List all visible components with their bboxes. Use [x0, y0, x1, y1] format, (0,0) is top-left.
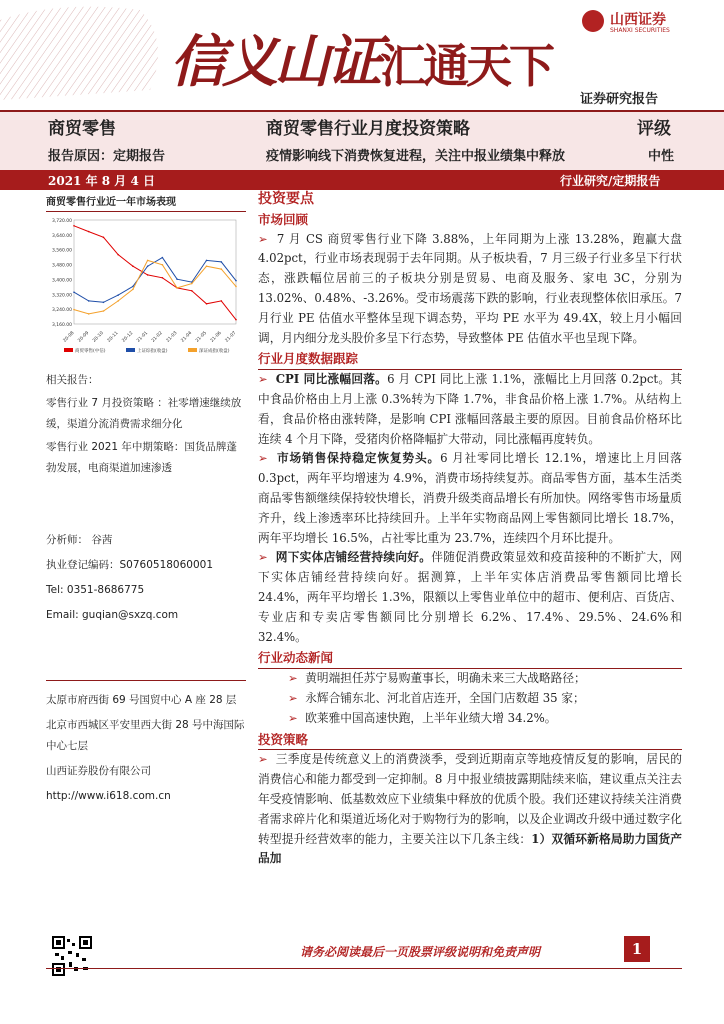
section-heading-invest: 投资要点 — [258, 191, 314, 207]
company-name: 山西证券股份有限公司 — [46, 765, 151, 777]
data-point — [73, 225, 75, 227]
section-heading-review: 市场回顾 — [258, 211, 309, 227]
company-website[interactable]: http://www.i618.com.cn — [46, 790, 171, 802]
arrow-bullet-icon: ➢ — [258, 451, 277, 466]
cpi-paragraph: ➢ CPI 同比涨幅回落。6 月 CPI 同比上涨 1.1%，涨幅比上月回落 0.2pct。其中食品价格由上月上涨 0.3%转为下降 1.7%，非食品价格上涨 1.7%。从结构上看，食品价格由涨转降，是影响 CPI 涨幅回落最主要的原因。目前食品价格环比连续 4 个月下降，受猪肉价格降幅扩大带动，同比涨幅再度转负。 — [258, 372, 682, 446]
address-beijing: 北京市西城区平安里西大街 28 号中海国际中心七层 — [46, 719, 245, 752]
series-line — [74, 260, 236, 314]
chart-title: 商贸零售行业近一年市场表现 — [46, 193, 246, 212]
list-item: ➢ 黄明端担任苏宁易购董事长，明确未来三大战略路径； — [288, 671, 586, 686]
y-tick-label: 3,320.00 — [51, 293, 72, 299]
data-point — [206, 303, 208, 305]
series-line — [74, 226, 236, 320]
related-report-2[interactable]: 零售行业 2021 年中期策略：国货品牌蓬勃发展，电商渠道加速渗透 — [46, 441, 237, 474]
data-point — [88, 313, 90, 315]
data-point — [235, 286, 237, 288]
analyst-name: 分析师： 谷茜 — [46, 534, 113, 546]
x-tick-label: 20-09 — [77, 330, 91, 344]
slogan-left: 信义山证 — [170, 29, 378, 95]
data-point — [117, 300, 119, 302]
data-point — [162, 257, 164, 259]
rating-value: 中性 — [648, 149, 675, 164]
x-tick-label: 20-10 — [92, 330, 105, 344]
x-tick-label: 21-02 — [150, 330, 164, 344]
arrow-bullet-icon: ➢ — [288, 710, 306, 725]
analyst-email[interactable]: Email: guqian@sxzq.com — [46, 609, 179, 621]
data-point — [191, 290, 193, 292]
legend-swatch — [64, 348, 73, 352]
divider — [0, 110, 724, 112]
x-tick-label: 21-03 — [165, 330, 179, 344]
report-reason: 报告原因：定期报告 — [48, 149, 166, 164]
main-content — [258, 190, 682, 869]
section-heading-strategy: 投资策略 — [258, 730, 682, 751]
arrow-bullet-icon: ➢ — [288, 690, 306, 705]
y-tick-label: 3,160.00 — [51, 323, 72, 328]
data-point — [206, 265, 208, 267]
data-point — [132, 289, 134, 291]
divider — [46, 968, 682, 969]
data-point — [220, 300, 222, 302]
market-review-paragraph: ➢ 7 月 CS 商贸零售行业下降 3.88%，上年同期为上涨 13.28%，跑赢大盘 4.02pct，行业市场表现弱于去年同期。从子板块看，7 月三级子行业多呈下行状态，涨跌幅位居前三的子板块分别是贸易、电商及服务、家电 3C，分别为 13.02%、0.48%、-3.26%。受市场震荡下跌的影响，行业表现整体依旧承压。7 月行业 PE 估值水平整体呈现下调态势，平均 PE 水平为 49.4X，较上月小幅回调，月内细分龙头股价多呈下行态势，导致整体 PE 估值水平也呈现下降。 — [258, 231, 682, 345]
related-label: 相关报告： — [46, 374, 99, 386]
offline-paragraph: ➢ 网下实体店铺经营持续向好。伴随促消费政策显效和疫苗接种的不断扩大，网下实体店铺经营持续向好。据测算，上半年实体店消费品零售额同比增长 24.4%，两年平均增长 1.3%，限额以上零售业单位中的超市、便利店、百货店、专业店和专卖店零售额同比分别增长 6.2%、17.4%、29.5%、24.6%和 32.4%。 — [258, 550, 682, 644]
list-item: ➢ 永辉合铺东北、河北首店连开，全国门店数超 35 家； — [288, 690, 585, 705]
data-point — [132, 286, 134, 288]
address-taiyuan: 太原市府西街 69 号国贸中心 A 座 28 层 — [46, 694, 237, 706]
report-category: 行业研究/定期报告 — [560, 174, 661, 188]
data-point — [206, 260, 208, 262]
analyst-info — [46, 530, 246, 626]
x-tick-label: 21-07 — [224, 330, 238, 344]
market-performance-chart — [46, 212, 246, 362]
data-point — [162, 277, 164, 279]
arrow-bullet-icon: ➢ — [258, 372, 276, 387]
x-tick-label: 20-11 — [106, 330, 120, 344]
qr-code-icon — [52, 936, 92, 976]
data-point — [117, 294, 119, 296]
company-logo — [582, 8, 702, 38]
x-tick-label: 21-05 — [195, 330, 208, 344]
rating-label: 评级 — [637, 119, 671, 139]
data-point — [132, 265, 134, 267]
list-item: ➢ 欧莱雅中国高速快跑，上半年业绩大增 34.2%。 — [288, 710, 557, 725]
data-point — [117, 254, 119, 256]
x-tick-label: 20-12 — [121, 330, 135, 344]
legend-swatch — [126, 348, 135, 352]
data-point — [220, 261, 222, 263]
analyst-tel: Tel: 0351-8686775 — [46, 584, 145, 596]
arrow-bullet-icon: ➢ — [288, 671, 306, 686]
data-point — [73, 309, 75, 311]
sector-label: 商贸零售 — [48, 119, 116, 139]
header-banner — [0, 0, 724, 108]
ink-wash-decoration — [0, 0, 180, 100]
company-address — [46, 690, 246, 807]
y-tick-label: 3,640.00 — [51, 233, 72, 239]
legend-swatch — [188, 348, 197, 352]
related-report-1[interactable]: 零售行业 7 月投资策略 ：社零增速继续放缓，渠道分流消费需求细分化 — [46, 397, 242, 430]
sales-paragraph: ➢ 市场销售保持稳定恢复势头。6 月社零同比增长 12.1%，增速比上月回落 0.3pct，两年平均增速为 4.9%，消费市场持续复苏。商品零售方面，基本生活类商品零售额继续保持较快增长，消费升级类商品增长有所加快。网络零售市场量质齐升，线上渗透率环比持续回升。上半年实物商品网上零售额同比增长 18.7%，两年平均增长 16.5%，占社零比重为 23.7%，连续四个月环比提升。 — [258, 451, 682, 545]
data-point — [176, 278, 178, 280]
data-point — [147, 274, 149, 276]
y-tick-label: 3,480.00 — [51, 263, 72, 269]
disclaimer: 请务必阅读最后一页股票评级说明和免责声明 — [300, 945, 541, 959]
related-reports — [46, 370, 246, 479]
data-point — [73, 291, 75, 293]
arrow-bullet-icon: ➢ — [258, 550, 276, 565]
data-point — [88, 300, 90, 302]
data-point — [147, 260, 149, 262]
strategy-paragraph: ➢ 三季度是传统意义上的消费淡季，受到近期南京等地疫情反复的影响，居民的消费信心和能力都受到一定抑制。8 月中报业绩披露期陆续来临，建议重点关注去年受疫情影响、低基数效应下业绩集中释放的优质个股。我们还建议持续关注消费者需求碎片化和渠道近场化对于购物行为的影响，以及企业调改升级中通过数字化转型提升经营效率的能力，主要关注以下几条主线：1）双循环新格局助力国货产品加 — [258, 752, 682, 866]
data-point — [162, 264, 164, 266]
y-tick-label: 3,720.00 — [51, 219, 72, 224]
data-point — [103, 310, 105, 312]
data-point — [235, 319, 237, 321]
arrow-bullet-icon: ➢ — [258, 231, 277, 246]
data-point — [191, 283, 193, 285]
y-tick-label: 3,560.00 — [51, 248, 72, 254]
data-point — [103, 302, 105, 304]
x-tick-label: 21-04 — [180, 330, 194, 344]
section-heading-news: 行业动态新闻 — [258, 648, 682, 669]
report-type: 证券研究报告 — [580, 92, 659, 107]
data-point — [103, 237, 105, 239]
logo-mark-icon — [582, 10, 604, 32]
y-tick-label: 3,400.00 — [51, 278, 72, 284]
legend-label: 上证综指(收盘) — [137, 349, 168, 354]
subtitle: 疫情影响线下消费恢复进程，关注中报业绩集中释放 — [266, 149, 566, 164]
series-line — [74, 258, 236, 303]
logo-english: SHANXI SECURITIES — [610, 27, 670, 34]
data-point — [235, 280, 237, 282]
page-title: 商贸零售行业月度投资策略 — [266, 119, 470, 139]
slogan-right: 汇通天下 — [380, 39, 552, 93]
page-number: 1 — [624, 936, 650, 962]
y-tick-label: 3,240.00 — [51, 308, 72, 314]
section-heading-data: 行业月度数据跟踪 — [258, 349, 682, 370]
x-tick-label: 20-08 — [62, 330, 76, 344]
data-point — [220, 268, 222, 270]
legend-label: 商贸零售(中信) — [75, 349, 106, 354]
data-point — [88, 231, 90, 233]
x-tick-label: 21-01 — [136, 330, 150, 344]
analyst-license: 执业登记编码：S0760518060001 — [46, 559, 214, 571]
report-date: 2021 年 8 月 4 日 — [48, 174, 155, 188]
x-tick-label: 21-06 — [209, 330, 223, 344]
data-point — [176, 287, 178, 289]
legend-label: 深证成指(收盘) — [199, 349, 230, 354]
logo-text: 山西证券 — [610, 12, 666, 28]
arrow-bullet-icon: ➢ — [258, 752, 276, 767]
divider — [46, 680, 246, 681]
data-point — [147, 265, 149, 267]
